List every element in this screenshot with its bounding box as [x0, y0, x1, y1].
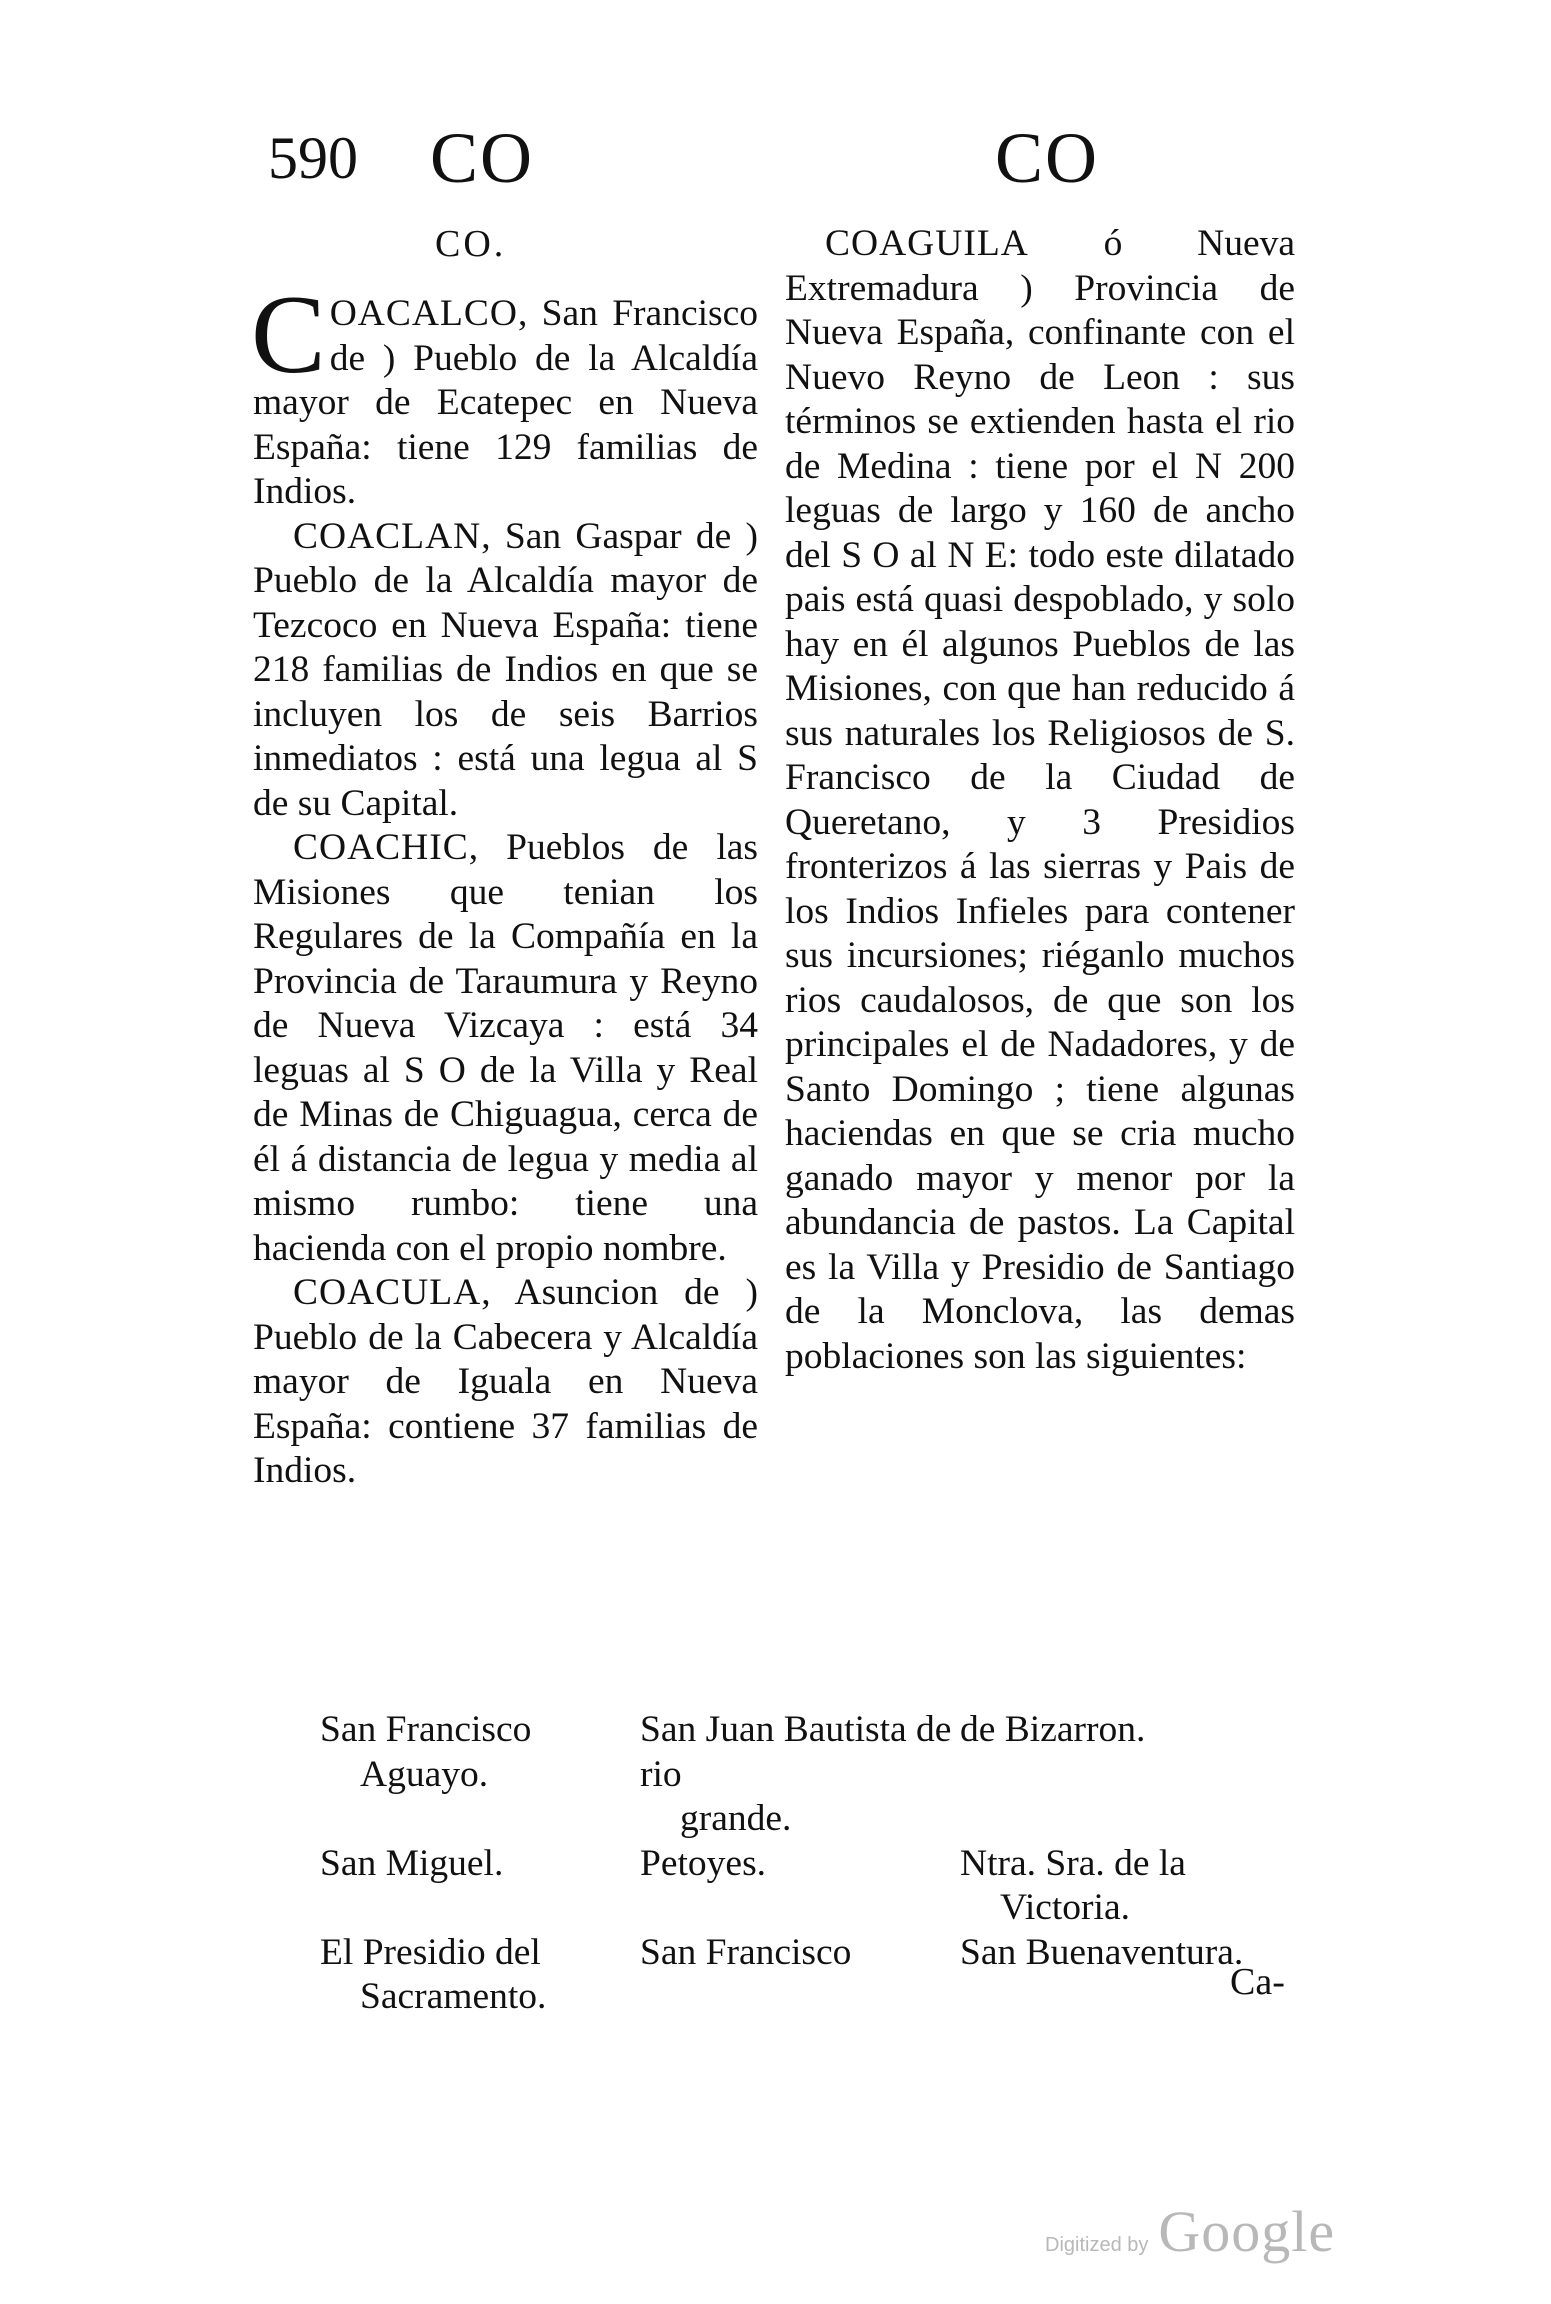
- running-head-right: CO: [995, 118, 1100, 198]
- entry-text: , San Francisco de ) Pueblo de la Alcaldía mayor de Ecatepec en Nueva España: tiene 129 familias de Indios.: [253, 293, 758, 512]
- place-line: Petoyes.: [640, 1842, 767, 1884]
- watermark-prefix: Digitized by: [1045, 2234, 1149, 2256]
- place-line-continued: Aguayo.: [360, 1753, 489, 1795]
- left-column: [251, 273, 758, 1494]
- running-head-left: CO: [430, 118, 535, 198]
- entry-text: , Pueblos de las Misiones que tenian los Regulares de la Compañía en la Provincia de Taraumura y Reyno de Nueva Vizcaya : está 34 leguas al S O de la Villa y Real de Minas de Chiguagua, cerca de él á distancia de legua y media al mismo rumbo: tiene una hacienda con el propio nombre.: [253, 827, 758, 1269]
- entry-coachic: [253, 826, 758, 1271]
- place-line: San Buenaventura.: [960, 1931, 1244, 1973]
- entry-coaclan: [253, 515, 758, 827]
- place-entry: [640, 1842, 960, 1931]
- place-entry: [640, 1931, 960, 2020]
- entry-coaguila: [785, 222, 1295, 1379]
- entry-headword: OACALCO: [329, 293, 518, 334]
- place-line: San Miguel.: [320, 1842, 504, 1884]
- places-list: [320, 1708, 1280, 2020]
- place-entry: [640, 1708, 960, 1842]
- place-line: San Francisco: [640, 1931, 852, 1973]
- place-line: de Bizarron.: [960, 1709, 1146, 1750]
- entry-text: , Asuncion de ) Pueblo de la Cabecera y Alcaldía mayor de Iguala en Nueva España: contiene 37 familias de Indios.: [253, 1272, 758, 1491]
- place-entry: [320, 1708, 640, 1842]
- place-entry: [960, 1842, 1280, 1931]
- catchword: Ca-: [1230, 1961, 1285, 2003]
- place-entry: [320, 1842, 640, 1931]
- entry-text: ó Nueva Extremadura ) Provincia de Nueva España, confinante con el Nuevo Reyno de Leon : sus términos se extienden hasta el rio de Medina : tiene por el N 200 leguas de largo y 160 de ancho del S O al N E: todo este dilatado pais está quasi despoblado, y solo hay en él algunos Pueblos de las Misiones, con que han reducido á sus naturales los Religiosos de S. Francisco de la Ciudad de Queretano, y 3 Presidios fronterizos á las sierras y Pais de los Indios Infieles para contener sus incursiones; riéganlo muchos rios caudalosos, de que son los principales el de Nadadores, y de Santo Domingo ; tiene algunas haciendas en que se cria mucho ganado mayor y menor por la abundancia de pastos. La Capital es la Villa y Presidio de Santiago de la Monclova, las demas poblaciones son las siguientes:: [785, 223, 1295, 1377]
- digitized-by-watermark: [1045, 2198, 1335, 2265]
- right-column: [785, 222, 1295, 1379]
- entry-coacula: [253, 1271, 758, 1494]
- entry-headword: COAGUILA: [825, 223, 1029, 264]
- place-line: El Presidio del: [320, 1931, 541, 1973]
- place-line: Ntra. Sra. de la: [960, 1842, 1186, 1884]
- place-line-continued: Victoria.: [1000, 1887, 1130, 1928]
- place-entry: [320, 1931, 640, 2020]
- entry-headword: COACHIC: [293, 827, 469, 868]
- section-heading: CO.: [435, 223, 507, 265]
- drop-cap: C: [251, 273, 326, 397]
- place-line: San Francisco: [320, 1709, 532, 1750]
- page-number: 590: [268, 125, 358, 191]
- place-line-continued: Sacramento.: [360, 1976, 547, 2017]
- place-line: San Juan Bautista de rio: [640, 1709, 952, 1795]
- place-entry: [960, 1708, 1280, 1842]
- entry-coacalco: [251, 273, 758, 515]
- google-logo: Google: [1158, 2199, 1336, 2264]
- entry-text: , San Gaspar de ) Pueblo de la Alcaldía mayor de Tezcoco en Nueva España: tiene 218 familias de Indios en que se incluyen los de seis Barrios inmediatos : está una legua al S de su Capital.: [253, 515, 758, 824]
- entry-headword: COACLAN: [293, 515, 482, 557]
- place-line-continued: grande.: [680, 1798, 792, 1839]
- entry-headword: COACULA: [293, 1272, 482, 1313]
